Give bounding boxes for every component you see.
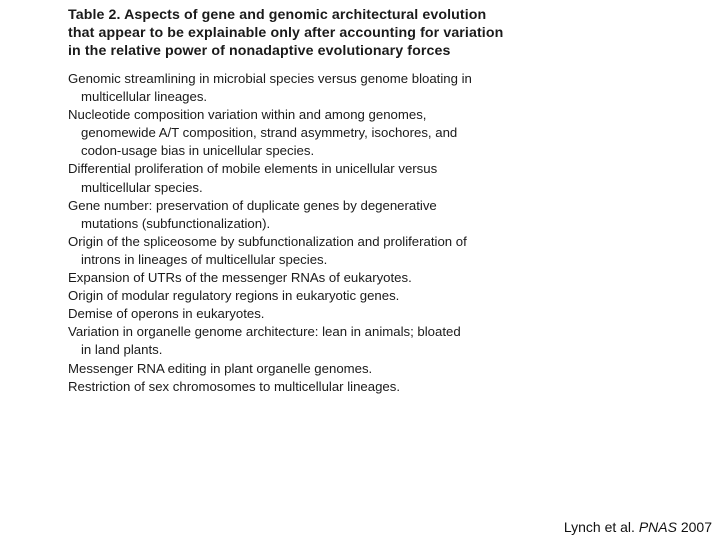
list-item [68, 269, 538, 287]
list-item [68, 305, 538, 323]
list-item [68, 233, 538, 269]
list-item-line: Differential proliferation of mobile elements in unicellular versus [68, 161, 438, 177]
list-item-line: Gene number: preservation of duplicate genes by degenerative [68, 197, 437, 213]
list-item-line: Origin of the spliceosome by subfunctionalization and proliferation of [68, 233, 467, 249]
citation-year: 2007 [680, 519, 712, 535]
list-item-line: Origin of modular regulatory regions in eukaryotic genes. [68, 288, 400, 304]
table-block [68, 6, 538, 396]
list-item-line: in land plants. [81, 342, 163, 358]
aspects-list [68, 70, 538, 396]
citation-authors: Lynch et al. [563, 519, 635, 535]
list-item-line: introns in lineages of multicellular species. [81, 251, 328, 267]
list-item-line: multicellular species. [81, 179, 203, 195]
list-item [68, 106, 538, 160]
list-item-line: Variation in organelle genome architecture: lean in animals; bloated [68, 324, 461, 340]
citation [564, 519, 712, 535]
list-item [68, 70, 538, 106]
list-item-line: Nucleotide composition variation within and among genomes, [68, 107, 427, 123]
list-item-line: multicellular lineages. [81, 89, 208, 105]
list-item-line: Demise of operons in eukaryotes. [68, 306, 265, 322]
list-item-line: Restriction of sex chromosomes to multicellular lineages. [68, 378, 401, 394]
list-item-line: codon-usage bias in unicellular species. [81, 143, 315, 159]
list-item [68, 323, 538, 359]
list-item-line: Messenger RNA editing in plant organelle genomes. [68, 360, 373, 376]
citation-journal: PNAS [638, 519, 677, 535]
list-item-line: Expansion of UTRs of the messenger RNAs of eukaryotes. [68, 270, 412, 286]
list-item [68, 197, 538, 233]
list-item [68, 360, 538, 378]
table-title [68, 6, 538, 60]
list-item [68, 287, 538, 305]
table-title-line: Table 2. Aspects of gene and genomic architectural evolution [68, 7, 487, 23]
list-item-line: Genomic streamlining in microbial species versus genome bloating in [68, 71, 472, 86]
list-item [68, 378, 538, 396]
table-title-line: that appear to be explainable only after accounting for variation [68, 25, 504, 41]
list-item-line: mutations (subfunctionalization). [81, 215, 271, 231]
table-title-line: in the relative power of nonadaptive evolutionary forces [68, 43, 451, 59]
list-item-line: genomewide A/T composition, strand asymmetry, isochores, and [81, 125, 458, 141]
list-item [68, 160, 538, 196]
